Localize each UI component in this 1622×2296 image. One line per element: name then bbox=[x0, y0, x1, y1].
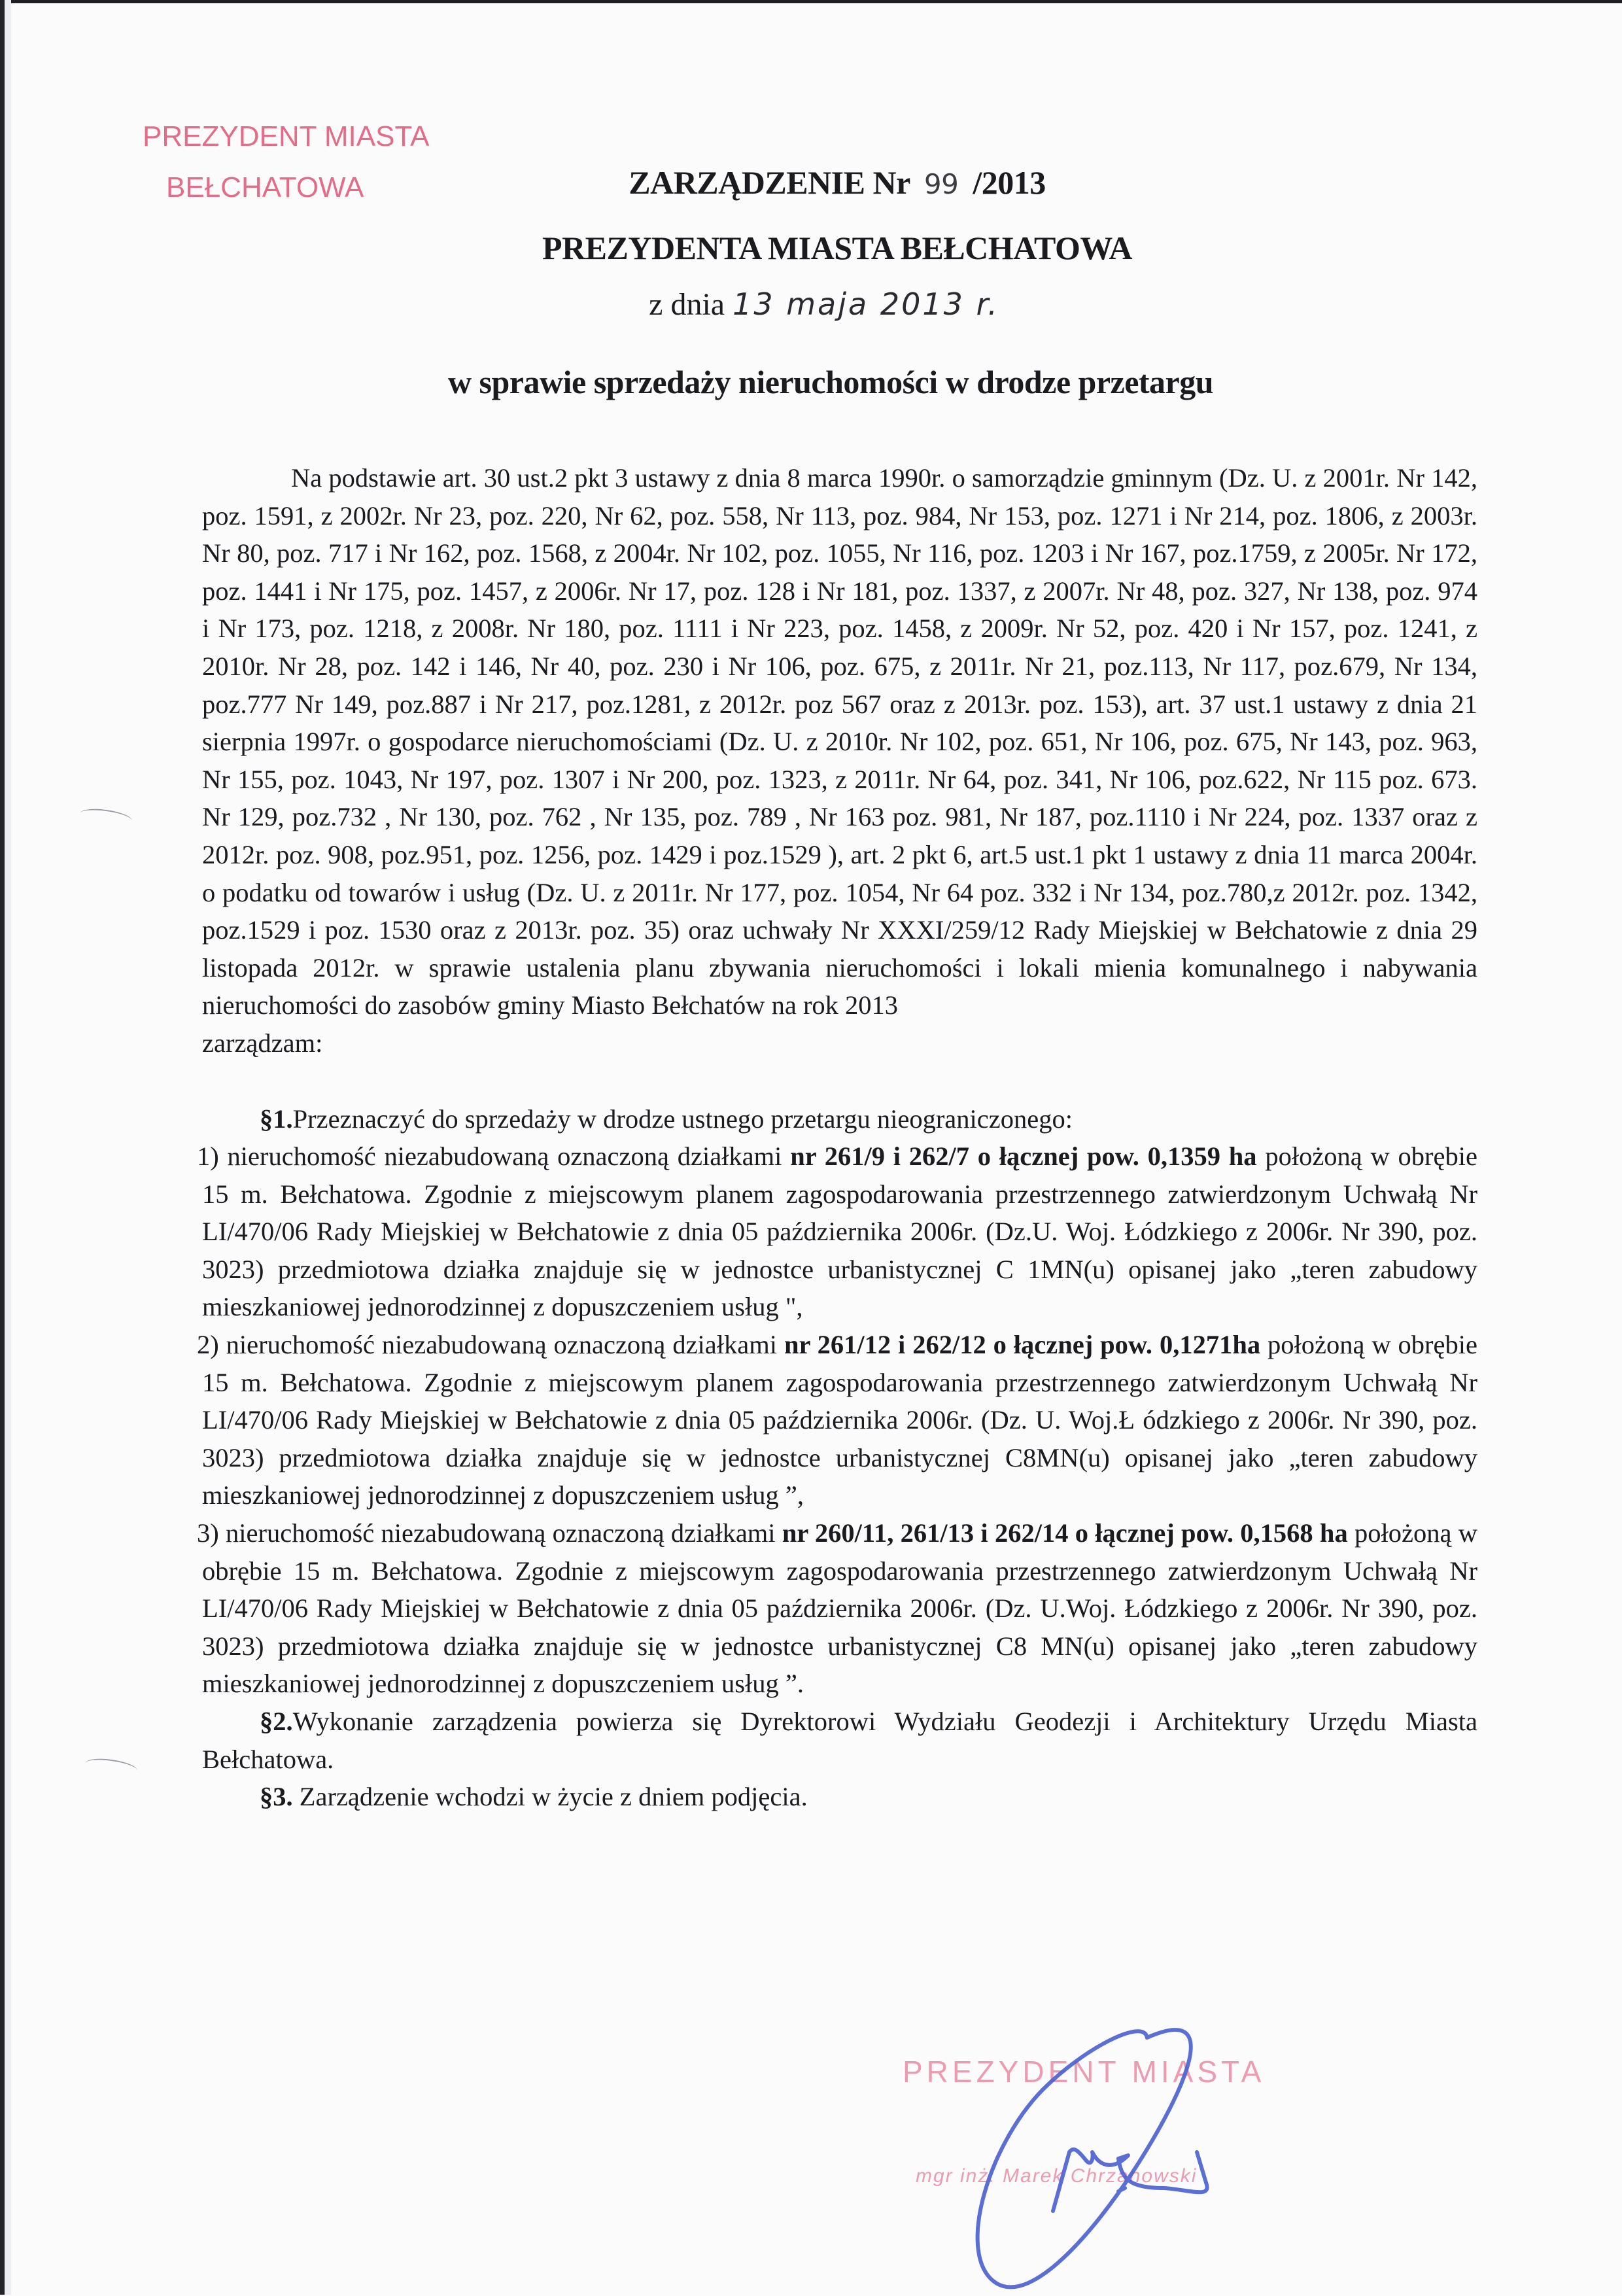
title-prefix: ZARZĄDZENIE Nr bbox=[629, 164, 910, 201]
date-prefix: z dnia bbox=[649, 287, 725, 322]
document-subject: w sprawie sprzedaży nieruchomości w drodze przetargu bbox=[447, 364, 1214, 400]
punch-hole-mark bbox=[84, 1756, 138, 1778]
property-item-parcels: nr 260/11, 261/13 i 262/14 o łącznej pow. 0,1568 ha bbox=[782, 1518, 1348, 1548]
document-date bbox=[0, 287, 1622, 322]
section-1-label: §1. bbox=[260, 1104, 293, 1134]
property-item-description: położoną w obrębie 15 m. Bełchatowa. Zgodnie z miejscowym planem zagospodarowania przestrzennego zatwierdzonym Uchwałą Nr LI/470/06 Rady Miejskiej w Bełchatowie z dnia 05 października 2006r. (Dz.U. Woj. Łódzkiego z 2006r. Nr 390, poz. 3023) przedmiotowa działka znajduje się w jednostce urbanistycznej C 1MN(u) opisanej jako „teren zabudowy mieszkaniowej jednorodzinnej z dopuszczeniem usług ", bbox=[202, 1141, 1477, 1322]
property-item-prefix: 1) nieruchomość niezabudowaną oznaczoną działkami bbox=[197, 1141, 782, 1172]
property-item-parcels: nr 261/9 i 262/7 o łącznej pow. 0,1359 ha bbox=[790, 1141, 1257, 1172]
handwritten-signature bbox=[903, 2021, 1400, 2296]
section-3: §3. Zarządzenie wchodzi w życie z dniem podjęcia. bbox=[260, 1782, 808, 1812]
property-item-parcels: nr 261/12 i 262/12 o łącznej pow. 0,1271ha bbox=[784, 1330, 1261, 1360]
title-suffix: /2013 bbox=[973, 164, 1046, 201]
document-body bbox=[197, 459, 1477, 1816]
handwritten-number: 99 bbox=[923, 168, 959, 200]
signature-stamp-title: PREZYDENT MIASTA bbox=[903, 2055, 1266, 2089]
signature-stroke bbox=[1053, 2149, 1207, 2211]
section-2: §2.Wykonanie zarządzenia powierza się Dyrektorowi Wydziału Geodezji i Architektury Urzędu Miasta Bełchatowa. bbox=[202, 1707, 1477, 1774]
handwritten-date: 13 maja 2013 r. bbox=[733, 287, 999, 322]
section-1-intro: §1.Przeznaczyć do sprzedaży w drodze ustnego przetargu nieograniczonego: bbox=[260, 1104, 1073, 1134]
decree-word: zarządzam: bbox=[202, 1028, 323, 1058]
property-item-description: położoną w obrębie 15 m. Bełchatowa. Zgodnie z miejscowym planem zagospodarowania przestrzennego zatwierdzonym Uchwałą Nr LI/470/06 Rady Miejskiej w Bełchatowie z dnia 05 października 2006r. (Dz. U. Woj.Ł ódzkiego z 2006r. Nr 390, poz. 3023) przedmiotowa działka znajduje się w jednostce urbanistycznej C8MN(u) opisanej jako „teren zabudowy mieszkaniowej jednorodzinnej z dopuszczeniem usług ”, bbox=[202, 1330, 1477, 1510]
property-item bbox=[197, 1138, 1477, 1326]
section-2-label: §2. bbox=[260, 1707, 293, 1736]
property-item-description: położoną w obrębie 15 m. Bełchatowa. Zgodnie z miejscowym zagospodarowania przestrzennego zatwierdzonym Uchwałą Nr LI/470/06 Rady Miejskiej w Bełchatowie z dnia 05 października 2006r. (Dz. U.Woj. Łódzkiego z 2006r. Nr 390, poz. 3023) przedmiotowa działka znajduje się w jednostce urbanistycznej C8 MN(u) opisanej jako „teren zabudowy mieszkaniowej jednorodzinnej z dopuszczeniem usług ”. bbox=[202, 1518, 1477, 1699]
scan-edge-shadow bbox=[5, 0, 11, 2295]
property-item-prefix: 2) nieruchomość niezabudowaną oznaczoną działkami bbox=[197, 1330, 778, 1360]
scan-border-top bbox=[0, 0, 1622, 3]
preamble: Na podstawie art. 30 ust.2 pkt 3 ustawy z dnia 8 marca 1990r. o samorządzie gminnym (Dz. U. z 2001r. Nr 142, poz. 1591, z 2002r. Nr 23, poz. 220, Nr 62, poz. 558, Nr 113, poz. 984, Nr 153, poz. 1271 i Nr 214, poz. 1806, z 2003r. Nr 80, poz. 717 i Nr 162, poz. 1568, z 2004r. Nr 102, poz. 1055, Nr 116, poz. 1203 i Nr 167, poz.1759, z 2005r. Nr 172, poz. 1441 i Nr 175, poz. 1457, z 2006r. Nr 17, poz. 128 i Nr 181, poz. 1337, z 2007r. Nr 48, poz. 327, Nr 138, poz. 974 i Nr 173, poz. 1218, z 2008r. Nr 180, poz. 1111 i Nr 223, poz. 1458, z 2009r. Nr 52, poz. 420 i Nr 157, poz. 1241, z 2010r. Nr 28, poz. 142 i 146, Nr 40, poz. 230 i Nr 106, poz. 675, z 2011r. Nr 21, poz.113, Nr 117, poz.679, Nr 134, poz.777 Nr 149, poz.887 i Nr 217, poz.1281, z 2012r. poz 567 oraz z 2013r. poz. 153), art. 37 ust.1 ustawy z dnia 21 sierpnia 1997r. o gospodarce nieruchomościami (Dz. U. z 2010r. Nr 102, poz. 651, Nr 106, poz. 675, Nr 143, poz. 963, Nr 155, poz. 1043, Nr 197, poz. 1307 i Nr 200, poz. 1323, z 2011r. Nr 64, poz. 341, Nr 106, poz.622, Nr 115 poz. 673. Nr 129, poz.732 , Nr 130, poz. 762 , Nr 135, poz. 789 , Nr 163 poz. 981, Nr 187, poz.1110 i Nr 224, poz. 1337 oraz z 2012r. poz. 908, poz.951, poz. 1256, poz. 1429 i poz.1529 ), art. 2 pkt 6, art.5 ust.1 pkt 1 ustawy z dnia 11 marca 2004r. o podatku od towarów i usług (Dz. U. z 2011r. Nr 177, poz. 1054, Nr 64 poz. 332 i Nr 134, poz.780,z 2012r. poz. 1342, poz.1529 i poz. 1530 oraz z 2013r. poz. 35) oraz uchwały Nr XXXI/259/12 Rady Miejskiej w Bełchatowie z dnia 29 listopada 2012r. w sprawie ustalenia planu zbywania nieruchomości i lokali mienia komunalnego i nabywania nieruchomości do zasobów gminy Miasto Bełchatów na rok 2013 bbox=[202, 463, 1477, 1020]
section-3-label: §3. bbox=[260, 1782, 293, 1812]
property-item-prefix: 3) nieruchomość niezabudowaną oznaczoną działkami bbox=[197, 1518, 776, 1548]
office-stamp-line2: BEŁCHATOWA bbox=[166, 171, 364, 203]
scan-border-left bbox=[0, 0, 5, 2295]
document-title bbox=[0, 164, 1622, 201]
signature-stamp-name: mgr inż. Marek Chrzanowski bbox=[916, 2165, 1198, 2187]
property-item bbox=[197, 1326, 1477, 1514]
punch-hole-mark bbox=[79, 807, 133, 828]
office-stamp-line1: PREZYDENT MIASTA bbox=[143, 120, 430, 152]
document-subtitle: PREZYDENTA MIASTA BEŁCHATOWA bbox=[542, 230, 1132, 266]
property-item bbox=[197, 1514, 1477, 1703]
